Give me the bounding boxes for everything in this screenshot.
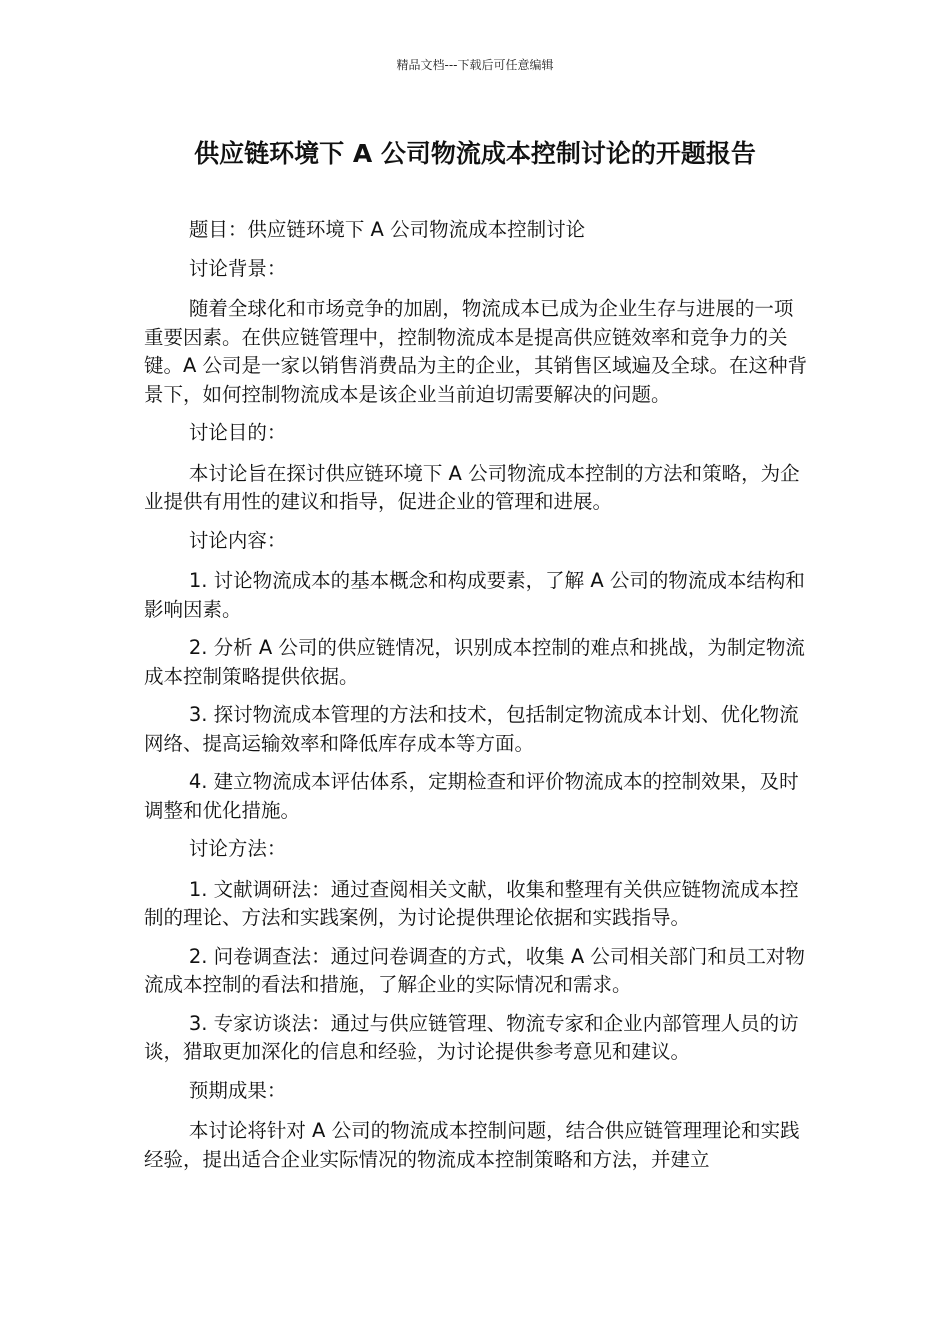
section-heading-content: 讨论内容： [188, 528, 287, 552]
document-body [144, 216, 808, 1184]
method-item-2: 2. 问卷调查法：通过问卷调查的方式，收集 A 公司相关部门和员工对物流成本控制的看法和措施，了解企业的实际情况和需求。 [144, 944, 805, 996]
outcomes-paragraph: 本讨论将针对 A 公司的物流成本控制问题，结合供应链管理理论和实践经验，提出适合企业实际情况的物流成本控制策略和方法，并建立 [144, 1119, 800, 1171]
background-paragraph: 随着全球化和市场竞争的加剧，物流成本已成为企业生存与进展的一项重要因素。在供应链管理中，控制物流成本是提高供应链效率和竞争力的关键。A 公司是一家以销售消费品为主的企业，其销售区域遍及全球。在这种背景下，如何控制物流成本是该企业当前迫切需要解决的问题。 [144, 297, 808, 406]
purpose-paragraph: 本讨论旨在探讨供应链环境下 A 公司物流成本控制的方法和策略，为企业提供有用性的建议和指导，促进企业的管理和进展。 [144, 461, 800, 513]
method-item-3: 3. 专家访谈法：通过与供应链管理、物流专家和企业内部管理人员的访谈，猎取更加深化的信息和经验，为讨论提供参考意见和建议。 [144, 1011, 799, 1063]
page-header: 精品文档---下载后可任意编辑 [396, 58, 554, 72]
section-heading-methods: 讨论方法： [188, 837, 287, 860]
content-item-1: 1. 讨论物流成本的基本概念和构成要素，了解 A 公司的物流成本结构和影响因素。 [144, 569, 805, 621]
section-heading-outcomes: 预期成果： [188, 1078, 287, 1102]
document-title: 供应链环境下 A 公司物流成本控制讨论的开题报告 [194, 139, 756, 168]
section-heading-background: 讨论背景： [188, 256, 287, 280]
content-item-3: 3. 探讨物流成本管理的方法和技术，包括制定物流成本计划、优化物流网络、提高运输效率和降低库存成本等方面。 [144, 703, 799, 755]
section-heading-purpose: 讨论目的： [188, 421, 287, 444]
method-item-1: 1. 文献调研法：通过查阅相关文献，收集和整理有关供应链物流成本控制的理论、方法和实践案例，为讨论提供理论依据和实践指导。 [144, 877, 799, 929]
content-item-2: 2. 分析 A 公司的供应链情况，识别成本控制的难点和挑战，为制定物流成本控制策略提供依据。 [144, 636, 805, 688]
content-item-4: 4. 建立物流成本评估体系，定期检查和评价物流成本的控制效果，及时调整和优化措施。 [144, 770, 799, 822]
topic-line: 题目：供应链环境下 A 公司物流成本控制讨论 [188, 218, 586, 241]
